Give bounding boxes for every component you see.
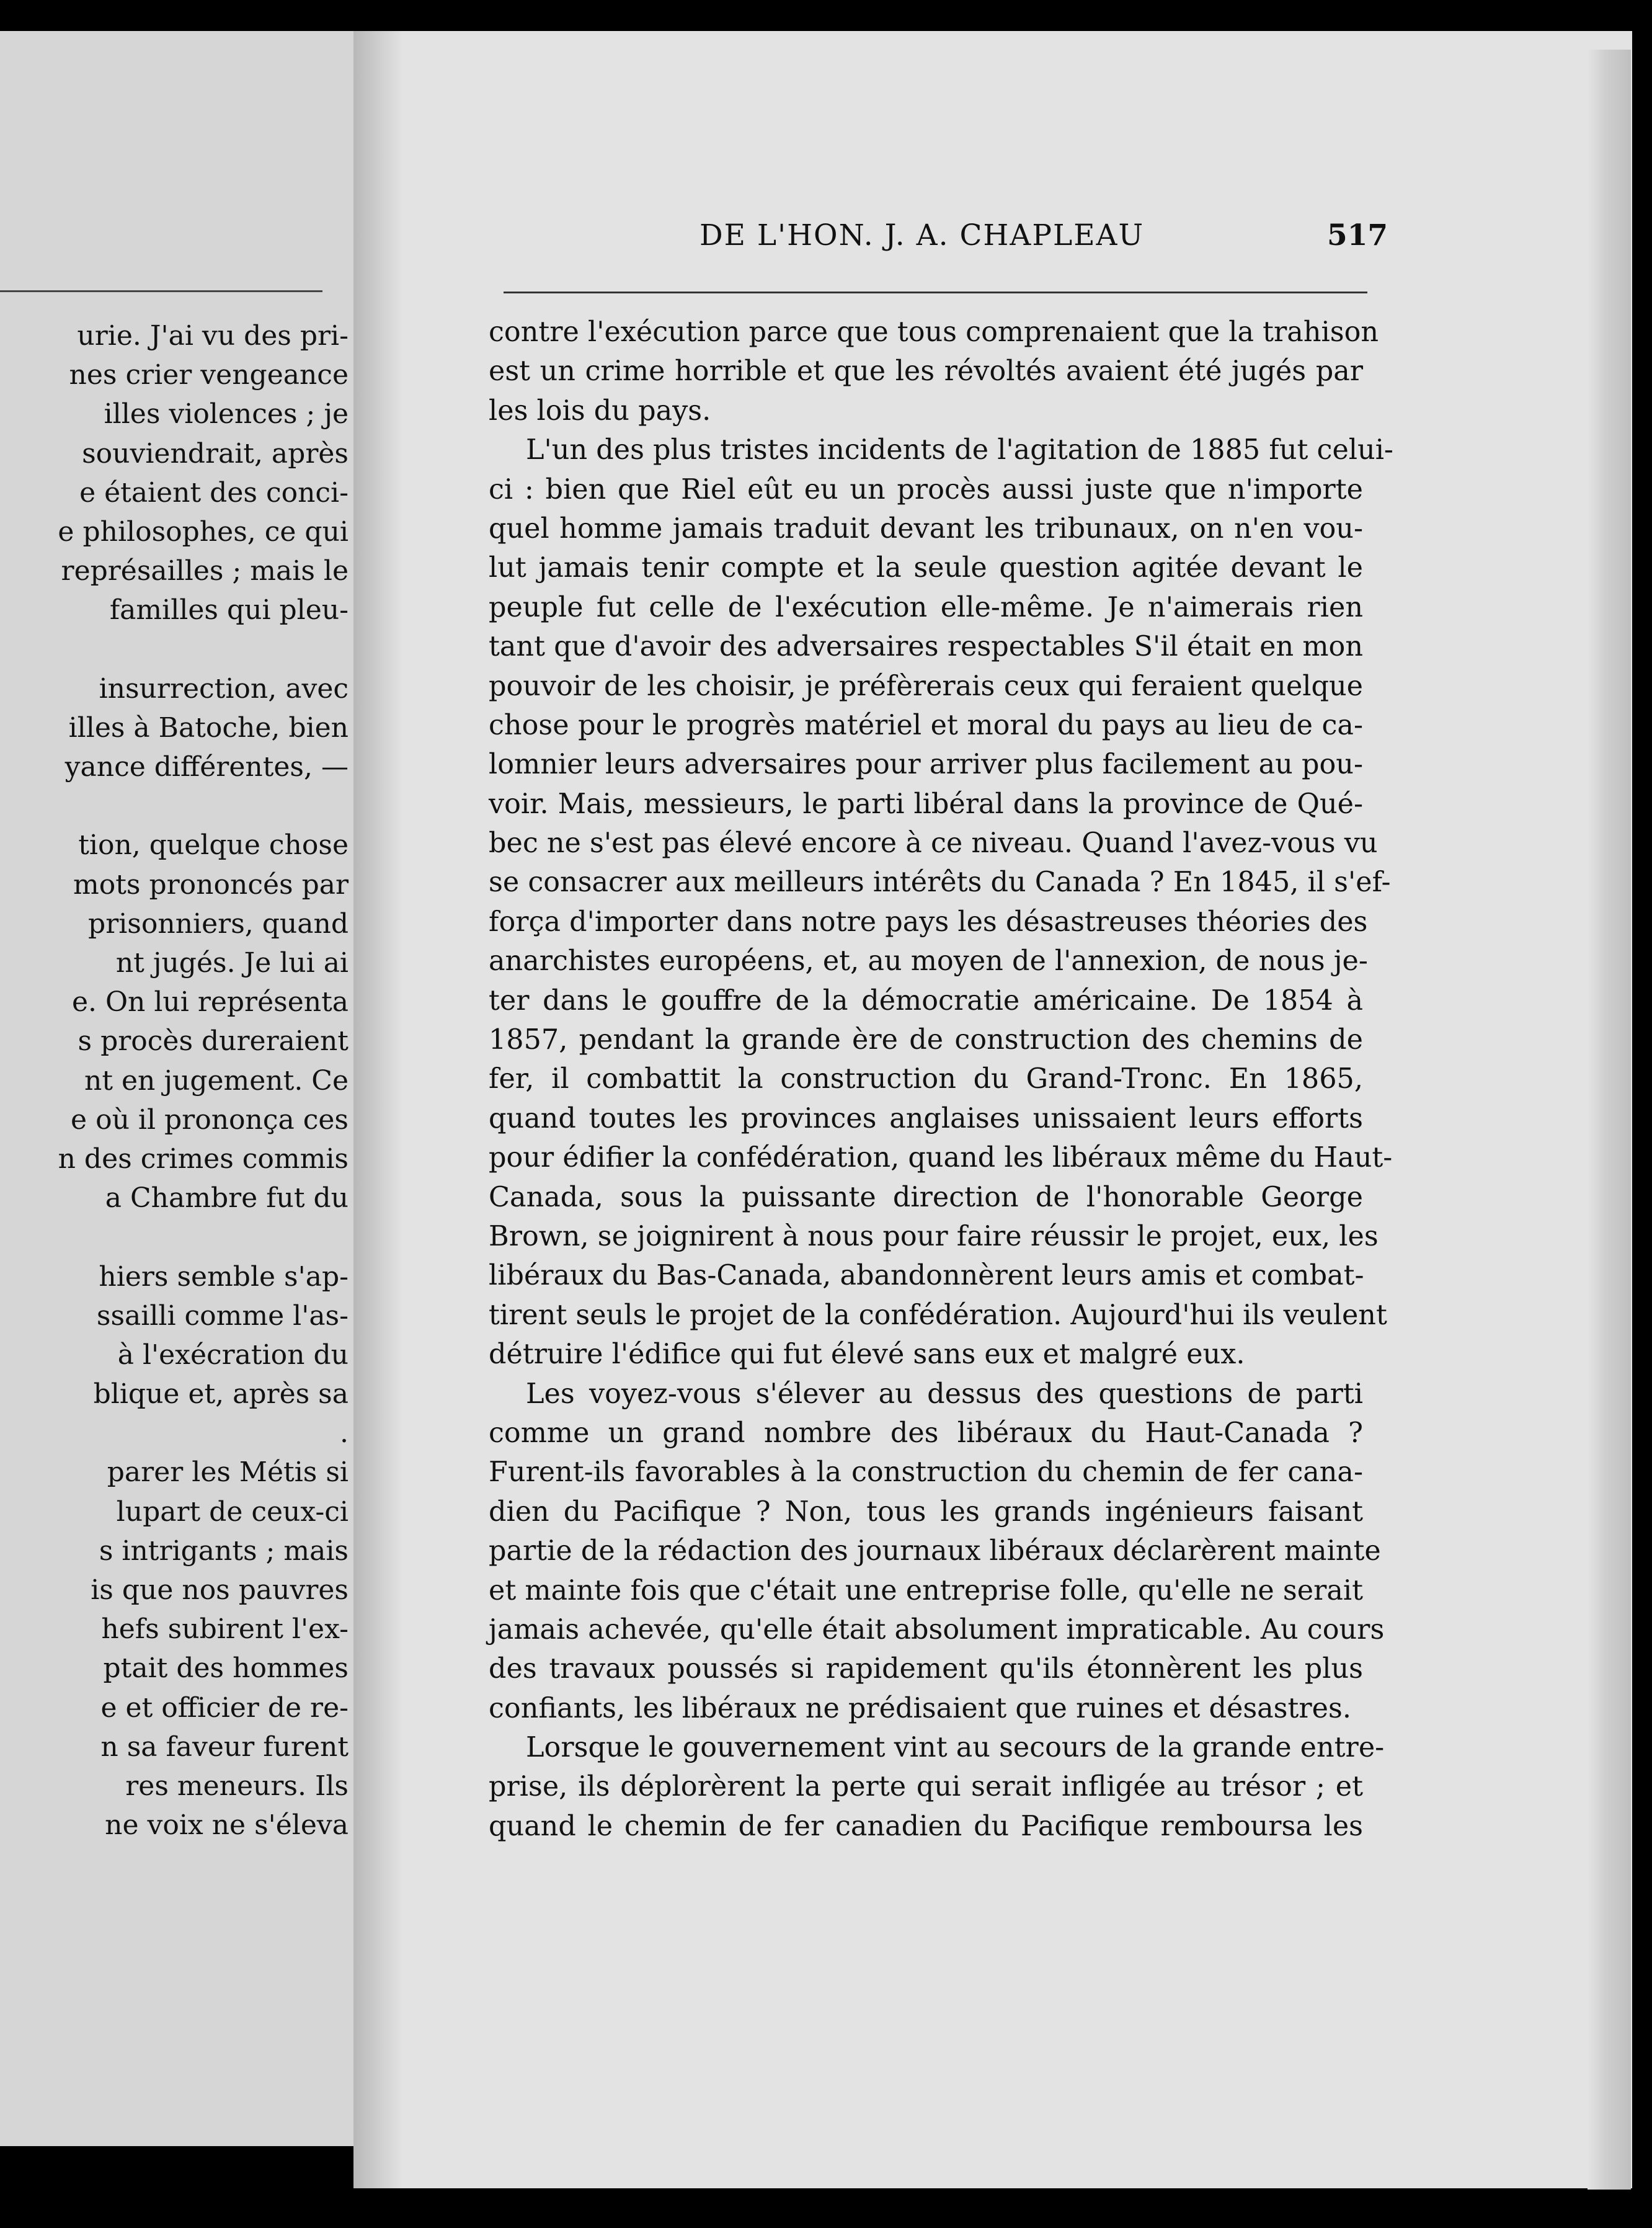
left-text-line: yance différentes, —: [64, 751, 349, 783]
text-line: et mainte fois que c'était une entreprise folle, qu'elle ne serait: [489, 1574, 1363, 1606]
text-line: L'un des plus tristes incidents de l'agitation de 1885 fut celui-: [526, 434, 1393, 466]
left-text-line: hiers semble s'ap-: [99, 1260, 349, 1293]
text-line: dien du Pacifique ? Non, tous les grands ingénieurs faisant: [489, 1495, 1363, 1528]
left-text-line: ptait des hommes: [103, 1652, 349, 1685]
text-line: força d'importer dans notre pays les désastreuses théories des: [489, 906, 1368, 938]
text-line: comme un grand nombre des libéraux du Haut-Canada ?: [489, 1417, 1363, 1449]
left-text-line: parer les Métis si: [107, 1456, 349, 1489]
text-line: prise, ils déplorèrent la perte qui serait infligée au trésor ; et: [489, 1771, 1363, 1803]
text-line: libéraux du Bas-Canada, abandonnèrent leurs amis et combat-: [489, 1260, 1364, 1292]
left-text-line: nt jugés. Je lui ai: [115, 947, 349, 979]
left-text-line: urie. J'ai vu des pri-: [77, 320, 349, 352]
header-rule: [504, 292, 1367, 293]
text-line: Canada, sous la puissante direction de l'honorable George: [489, 1181, 1363, 1213]
text-line: Les voyez-vous s'élever au dessus des questions de parti: [526, 1378, 1363, 1410]
text-line: ter dans le gouffre de la démocratie américaine. De 1854 à: [489, 984, 1363, 1017]
text-line: lut jamais tenir compte et la seule question agitée devant le: [489, 552, 1363, 584]
left-text-line: .: [340, 1417, 349, 1450]
left-text-line: tion, quelque chose: [78, 829, 349, 862]
left-text-line: s procès dureraient: [78, 1025, 349, 1058]
left-text-line: ssailli comme l'as-: [96, 1299, 349, 1332]
left-text-line: insurrection, avec: [99, 672, 349, 705]
left-text-line: e où il prononça ces: [71, 1103, 349, 1136]
text-line: bec ne s'est pas élevé encore à ce niveau. Quand l'avez-vous vu: [489, 827, 1378, 860]
left-text-line: blique et, après sa: [93, 1378, 349, 1410]
left-text-line: [0, 1218, 349, 1257]
left-text-line: e philosophes, ce qui: [58, 515, 349, 548]
text-line: chose pour le progrès matériel et moral du pays au lieu de ca-: [489, 709, 1363, 741]
left-text-line: e et officier de re-: [100, 1691, 349, 1724]
text-line: voir. Mais, messieurs, le parti libéral dans la province de Qué-: [489, 788, 1363, 820]
left-text-line: [0, 786, 349, 826]
text-line: peuple fut celle de l'exécution elle-même. Je n'aimerais rien: [489, 591, 1363, 623]
text-line: tirent seuls le projet de la confédération. Aujourd'hui ils veulent: [489, 1299, 1387, 1331]
left-text-line: à l'exécration du: [117, 1339, 349, 1371]
text-line: 1857, pendant la grande ère de construction des chemins de: [489, 1024, 1363, 1056]
left-text-line: [0, 630, 349, 669]
text-line: tant que d'avoir des adversaires respectables S'il était en mon: [489, 631, 1363, 663]
left-page-text: [0, 316, 349, 1845]
text-line: Brown, se joignirent à nous pour faire réussir le projet, eux, les: [489, 1220, 1379, 1252]
left-text-line: prisonniers, quand: [88, 907, 349, 940]
left-text-line: souviendrait, après: [82, 437, 349, 470]
text-line: est un crime horrible et que les révoltés avaient été jugés par: [489, 355, 1363, 388]
left-page: [0, 31, 372, 2146]
text-line: détruire l'édifice qui fut élevé sans eux et malgré eux.: [489, 1339, 1245, 1371]
left-text-line: nt en jugement. Ce: [84, 1064, 349, 1097]
text-line: quel homme jamais traduit devant les tribunaux, on n'en vou-: [489, 512, 1363, 545]
left-text-line: n des crimes commis: [58, 1143, 349, 1175]
left-header-rule: [0, 290, 322, 292]
left-text-line: a Chambre fut du: [105, 1182, 349, 1214]
body-text: [489, 313, 1393, 1846]
left-text-line: illes violences ; je: [104, 398, 349, 430]
text-line: confiants, les libéraux ne prédisaient que ruines et désastres.: [489, 1692, 1351, 1724]
text-line: contre l'exécution parce que tous comprenaient que la trahison: [489, 316, 1379, 348]
left-text-line: représailles ; mais le: [61, 555, 349, 587]
left-text-line: e. On lui représenta: [71, 986, 349, 1018]
text-line: partie de la rédaction des journaux libéraux déclarèrent mainte: [489, 1535, 1381, 1567]
page-number: 517: [1327, 218, 1388, 252]
left-text-line: mots prononcés par: [73, 868, 349, 901]
left-text-line: ne voix ne s'éleva: [105, 1809, 349, 1842]
text-line: pour édifier la confédération, quand les libéraux même du Haut-: [489, 1142, 1393, 1174]
text-line: Furent-ils favorables à la construction du chemin de fer cana-: [489, 1456, 1363, 1489]
text-line: lomnier leurs adversaires pour arriver plus facilement au pou-: [489, 749, 1363, 781]
text-line: fer, il combattit la construction du Grand-Tronc. En 1865,: [489, 1063, 1363, 1095]
left-text-line: e étaient des conci-: [79, 476, 349, 509]
text-line: les lois du pays.: [489, 394, 711, 427]
left-text-line: lupart de ceux-ci: [116, 1495, 349, 1528]
running-head: DE L'HON. J. A. CHAPLEAU: [699, 218, 1145, 252]
left-text-line: is que nos pauvres: [91, 1574, 349, 1606]
text-line: quand le chemin de fer canadien du Pacifique remboursa les: [489, 1810, 1363, 1842]
text-line: ci : bien que Riel eût eu un procès aussi juste que n'importe: [489, 473, 1363, 506]
text-line: des travaux poussés si rapidement qu'ils étonnèrent les plus: [489, 1653, 1363, 1685]
left-text-line: familles qui pleu-: [109, 594, 349, 626]
left-text-line: hefs subirent l'ex-: [101, 1613, 349, 1646]
text-line: se consacrer aux meilleurs intérêts du Canada ? En 1845, il s'ef-: [489, 867, 1391, 899]
page-edge: [1588, 50, 1631, 2190]
text-line: quand toutes les provinces anglaises unissaient leurs efforts: [489, 1102, 1363, 1134]
left-text-line: res meneurs. Ils: [125, 1770, 349, 1802]
left-text-line: illes à Batoche, bien: [68, 711, 349, 744]
left-text-line: nes crier vengeance: [69, 359, 349, 391]
left-text-line: n sa faveur furent: [100, 1731, 349, 1763]
text-line: Lorsque le gouvernement vint au secours de la grande entre-: [526, 1732, 1385, 1764]
left-text-line: s intrigants ; mais: [99, 1535, 349, 1567]
text-line: jamais achevée, qu'elle était absolument impraticable. Au cours: [489, 1613, 1385, 1646]
text-line: anarchistes européens, et, au moyen de l'annexion, de nous je-: [489, 945, 1368, 978]
text-line: pouvoir de les choisir, je préfèrerais ceux qui feraient quelque: [489, 670, 1363, 702]
